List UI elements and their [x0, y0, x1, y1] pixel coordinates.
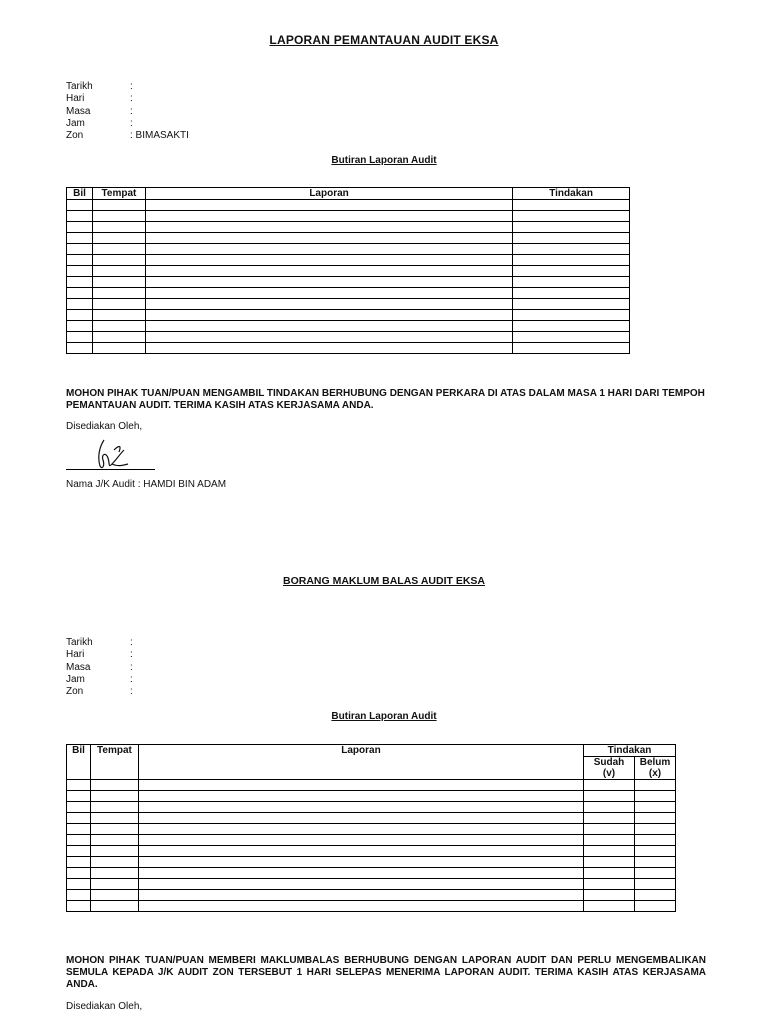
table-row — [67, 780, 676, 791]
table-cell — [635, 846, 676, 857]
field-masa — [66, 106, 189, 118]
report1-fields — [66, 81, 189, 142]
table-cell — [67, 343, 93, 354]
table-cell — [635, 857, 676, 868]
table-row — [67, 310, 630, 321]
table-cell — [138, 835, 583, 846]
table-row — [67, 288, 630, 299]
table-cell — [584, 802, 635, 813]
table-cell — [513, 343, 630, 354]
field-value: : BIMASAKTI — [130, 130, 189, 142]
table-cell — [584, 824, 635, 835]
table-cell — [513, 200, 630, 211]
report2-title: BORANG MAKLUM BALAS AUDIT EKSA — [282, 575, 486, 587]
signature-image — [92, 436, 132, 472]
table-cell — [67, 255, 93, 266]
field-tarikh — [66, 637, 133, 649]
table-cell — [635, 868, 676, 879]
table-cell — [513, 288, 630, 299]
table-cell — [67, 277, 93, 288]
table-cell — [513, 266, 630, 277]
field-label: Jam — [66, 117, 85, 129]
table-row — [67, 824, 676, 835]
field-label: Hari — [66, 649, 85, 661]
report2-fields — [66, 637, 133, 698]
table-cell — [145, 277, 512, 288]
table-cell — [635, 791, 676, 802]
table-cell — [90, 802, 138, 813]
table-row — [67, 846, 676, 857]
field-value: : — [130, 117, 133, 129]
table-cell — [92, 222, 145, 233]
table-cell — [67, 824, 91, 835]
table-cell — [138, 824, 583, 835]
report2-prepared-by: Disediakan Oleh, — [66, 1001, 143, 1012]
table-row — [67, 857, 676, 868]
table-cell — [145, 266, 512, 277]
table-cell — [138, 868, 583, 879]
field-value: : — [130, 637, 133, 648]
report1-section-title: Butiran Laporan Audit — [331, 155, 437, 166]
table-cell — [67, 222, 93, 233]
table-cell — [635, 824, 676, 835]
table-cell — [67, 211, 93, 222]
field-hari — [66, 93, 189, 105]
table-row — [67, 321, 630, 332]
table-cell — [67, 321, 93, 332]
table-cell — [513, 222, 630, 233]
field-value: : — [130, 673, 133, 685]
table-cell — [92, 277, 145, 288]
table-cell — [92, 233, 145, 244]
table-cell — [90, 791, 138, 802]
field-jam — [66, 674, 133, 686]
table-cell — [635, 780, 676, 791]
table-cell — [584, 901, 635, 912]
table-cell — [635, 802, 676, 813]
field-tarikh — [66, 81, 189, 93]
table-cell — [67, 780, 91, 791]
table-cell — [90, 824, 138, 835]
table-row — [67, 266, 630, 277]
table-cell — [138, 857, 583, 868]
table-row — [67, 211, 630, 222]
table-row — [67, 244, 630, 255]
table-cell — [584, 813, 635, 824]
table-cell — [67, 868, 91, 879]
table-cell — [67, 791, 91, 802]
table-cell — [635, 890, 676, 901]
table-cell — [67, 200, 93, 211]
table-cell — [138, 802, 583, 813]
col-tindakan: Tindakan — [513, 188, 630, 200]
belum-label: Belum — [639, 757, 671, 768]
table-cell — [90, 868, 138, 879]
table-cell — [584, 846, 635, 857]
col-bil: Bil — [67, 188, 93, 200]
col-laporan: Laporan — [145, 188, 512, 200]
table-cell — [90, 780, 138, 791]
table-row — [67, 332, 630, 343]
field-jam — [66, 118, 189, 130]
table-cell — [584, 868, 635, 879]
table-cell — [90, 846, 138, 857]
table-cell — [67, 890, 91, 901]
table-cell — [138, 846, 583, 857]
table-cell — [584, 879, 635, 890]
table-cell — [92, 332, 145, 343]
table-cell — [635, 813, 676, 824]
table-cell — [513, 310, 630, 321]
table-cell — [513, 332, 630, 343]
field-label: Zon — [66, 686, 84, 698]
table-cell — [67, 310, 93, 321]
table-cell — [92, 211, 145, 222]
table-cell — [67, 857, 91, 868]
table-cell — [145, 255, 512, 266]
table-cell — [138, 879, 583, 890]
field-value: : — [130, 649, 133, 661]
field-label: Masa — [66, 661, 91, 673]
table-row — [67, 233, 630, 244]
table-cell — [92, 255, 145, 266]
report1-prepared-by: Disediakan Oleh, — [66, 421, 143, 432]
field-masa — [66, 662, 133, 674]
table-cell — [513, 299, 630, 310]
field-label: Zon — [66, 130, 84, 142]
table-cell — [513, 255, 630, 266]
field-value: : — [130, 81, 133, 92]
col-tindakan: Tindakan — [584, 745, 676, 757]
table-cell — [584, 835, 635, 846]
table-cell — [145, 222, 512, 233]
table-cell — [138, 813, 583, 824]
table-cell — [138, 890, 583, 901]
col-belum — [635, 757, 676, 780]
table-cell — [635, 835, 676, 846]
table-cell — [90, 857, 138, 868]
table-row — [67, 890, 676, 901]
signature-line — [66, 469, 155, 470]
report1-notice: MOHON PIHAK TUAN/PUAN MENGAMBIL TINDAKAN BERHUBUNG DENGAN PERKARA DI ATAS DALAM MASA 1 HARI DARI TEMPOH PEMANTAUAN AUDIT. TERIMA KASIH ATAS KERJASAMA ANDA. — [66, 388, 705, 411]
table-cell — [513, 277, 630, 288]
table-cell — [90, 890, 138, 901]
field-value: : — [130, 93, 133, 105]
table-row — [67, 255, 630, 266]
report1-table — [66, 187, 630, 354]
table-cell — [145, 200, 512, 211]
col-sudah — [584, 757, 635, 780]
table-cell — [90, 813, 138, 824]
table-cell — [67, 813, 91, 824]
table-cell — [92, 200, 145, 211]
belum-mark: (x) — [648, 768, 662, 779]
table-cell — [145, 299, 512, 310]
table-row — [67, 901, 676, 912]
table-cell — [145, 233, 512, 244]
table-cell — [67, 846, 91, 857]
table-cell — [92, 288, 145, 299]
field-label: Tarikh — [66, 81, 93, 92]
report1-table-header — [67, 188, 630, 200]
table-cell — [138, 901, 583, 912]
table-cell — [584, 890, 635, 901]
table-row — [67, 222, 630, 233]
table-row — [67, 802, 676, 813]
table-cell — [145, 211, 512, 222]
field-zon — [66, 686, 133, 698]
col-bil: Bil — [67, 745, 91, 780]
table-cell — [90, 879, 138, 890]
table-cell — [584, 791, 635, 802]
table-row — [67, 277, 630, 288]
table-cell — [513, 211, 630, 222]
table-cell — [513, 321, 630, 332]
table-row — [67, 813, 676, 824]
table-cell — [145, 332, 512, 343]
report1-title: LAPORAN PEMANTAUAN AUDIT EKSA — [269, 33, 499, 47]
table-cell — [90, 901, 138, 912]
table-cell — [92, 343, 145, 354]
table-cell — [138, 780, 583, 791]
table-cell — [67, 299, 93, 310]
table-cell — [67, 244, 93, 255]
field-label: Tarikh — [66, 637, 93, 648]
report2-section-title: Butiran Laporan Audit — [331, 711, 437, 722]
table-cell — [145, 244, 512, 255]
table-cell — [67, 266, 93, 277]
field-label: Jam — [66, 673, 85, 685]
table-cell — [145, 310, 512, 321]
table-cell — [67, 879, 91, 890]
table-cell — [92, 244, 145, 255]
table-row — [67, 879, 676, 890]
col-laporan: Laporan — [138, 745, 583, 780]
col-tempat: Tempat — [92, 188, 145, 200]
report2-table — [66, 744, 676, 912]
report2-notice: MOHON PIHAK TUAN/PUAN MEMBERI MAKLUMBALAS BERHUBUNG DENGAN LAPORAN AUDIT DAN PERLU MENGEMBALIKAN SEMULA KEPADA J/K AUDIT ZON TERSEBUT 1 HARI SELEPAS MENERIMA LAPORAN AUDIT. TERIMA KASIH ATAS KERJASAMA ANDA. — [66, 955, 706, 990]
field-hari — [66, 649, 133, 661]
table-cell — [513, 233, 630, 244]
table-cell — [67, 901, 91, 912]
table-cell — [584, 857, 635, 868]
table-cell — [67, 233, 93, 244]
table-cell — [92, 310, 145, 321]
field-zon — [66, 130, 189, 142]
sudah-label: Sudah — [593, 757, 625, 768]
table-cell — [145, 288, 512, 299]
table-row — [67, 835, 676, 846]
table-cell — [67, 288, 93, 299]
table-row — [67, 343, 630, 354]
table-row — [67, 868, 676, 879]
table-cell — [145, 343, 512, 354]
table-cell — [138, 791, 583, 802]
table-row — [67, 791, 676, 802]
table-cell — [92, 299, 145, 310]
field-value: : — [130, 105, 133, 117]
table-cell — [635, 901, 676, 912]
table-cell — [67, 802, 91, 813]
table-cell — [90, 835, 138, 846]
field-label: Masa — [66, 105, 91, 117]
sudah-mark: (v) — [602, 768, 616, 779]
table-cell — [513, 244, 630, 255]
report2-table-header — [67, 745, 676, 757]
col-tempat: Tempat — [90, 745, 138, 780]
table-cell — [67, 835, 91, 846]
table-cell — [92, 266, 145, 277]
field-label: Hari — [66, 93, 85, 105]
table-row — [67, 299, 630, 310]
table-row — [67, 200, 630, 211]
table-cell — [92, 321, 145, 332]
field-value: : — [130, 661, 133, 673]
table-cell — [584, 780, 635, 791]
report1-auditor-name: Nama J/K Audit : HAMDI BIN ADAM — [66, 479, 227, 490]
field-value: : — [130, 686, 133, 698]
table-cell — [635, 879, 676, 890]
table-cell — [145, 321, 512, 332]
table-cell — [67, 332, 93, 343]
